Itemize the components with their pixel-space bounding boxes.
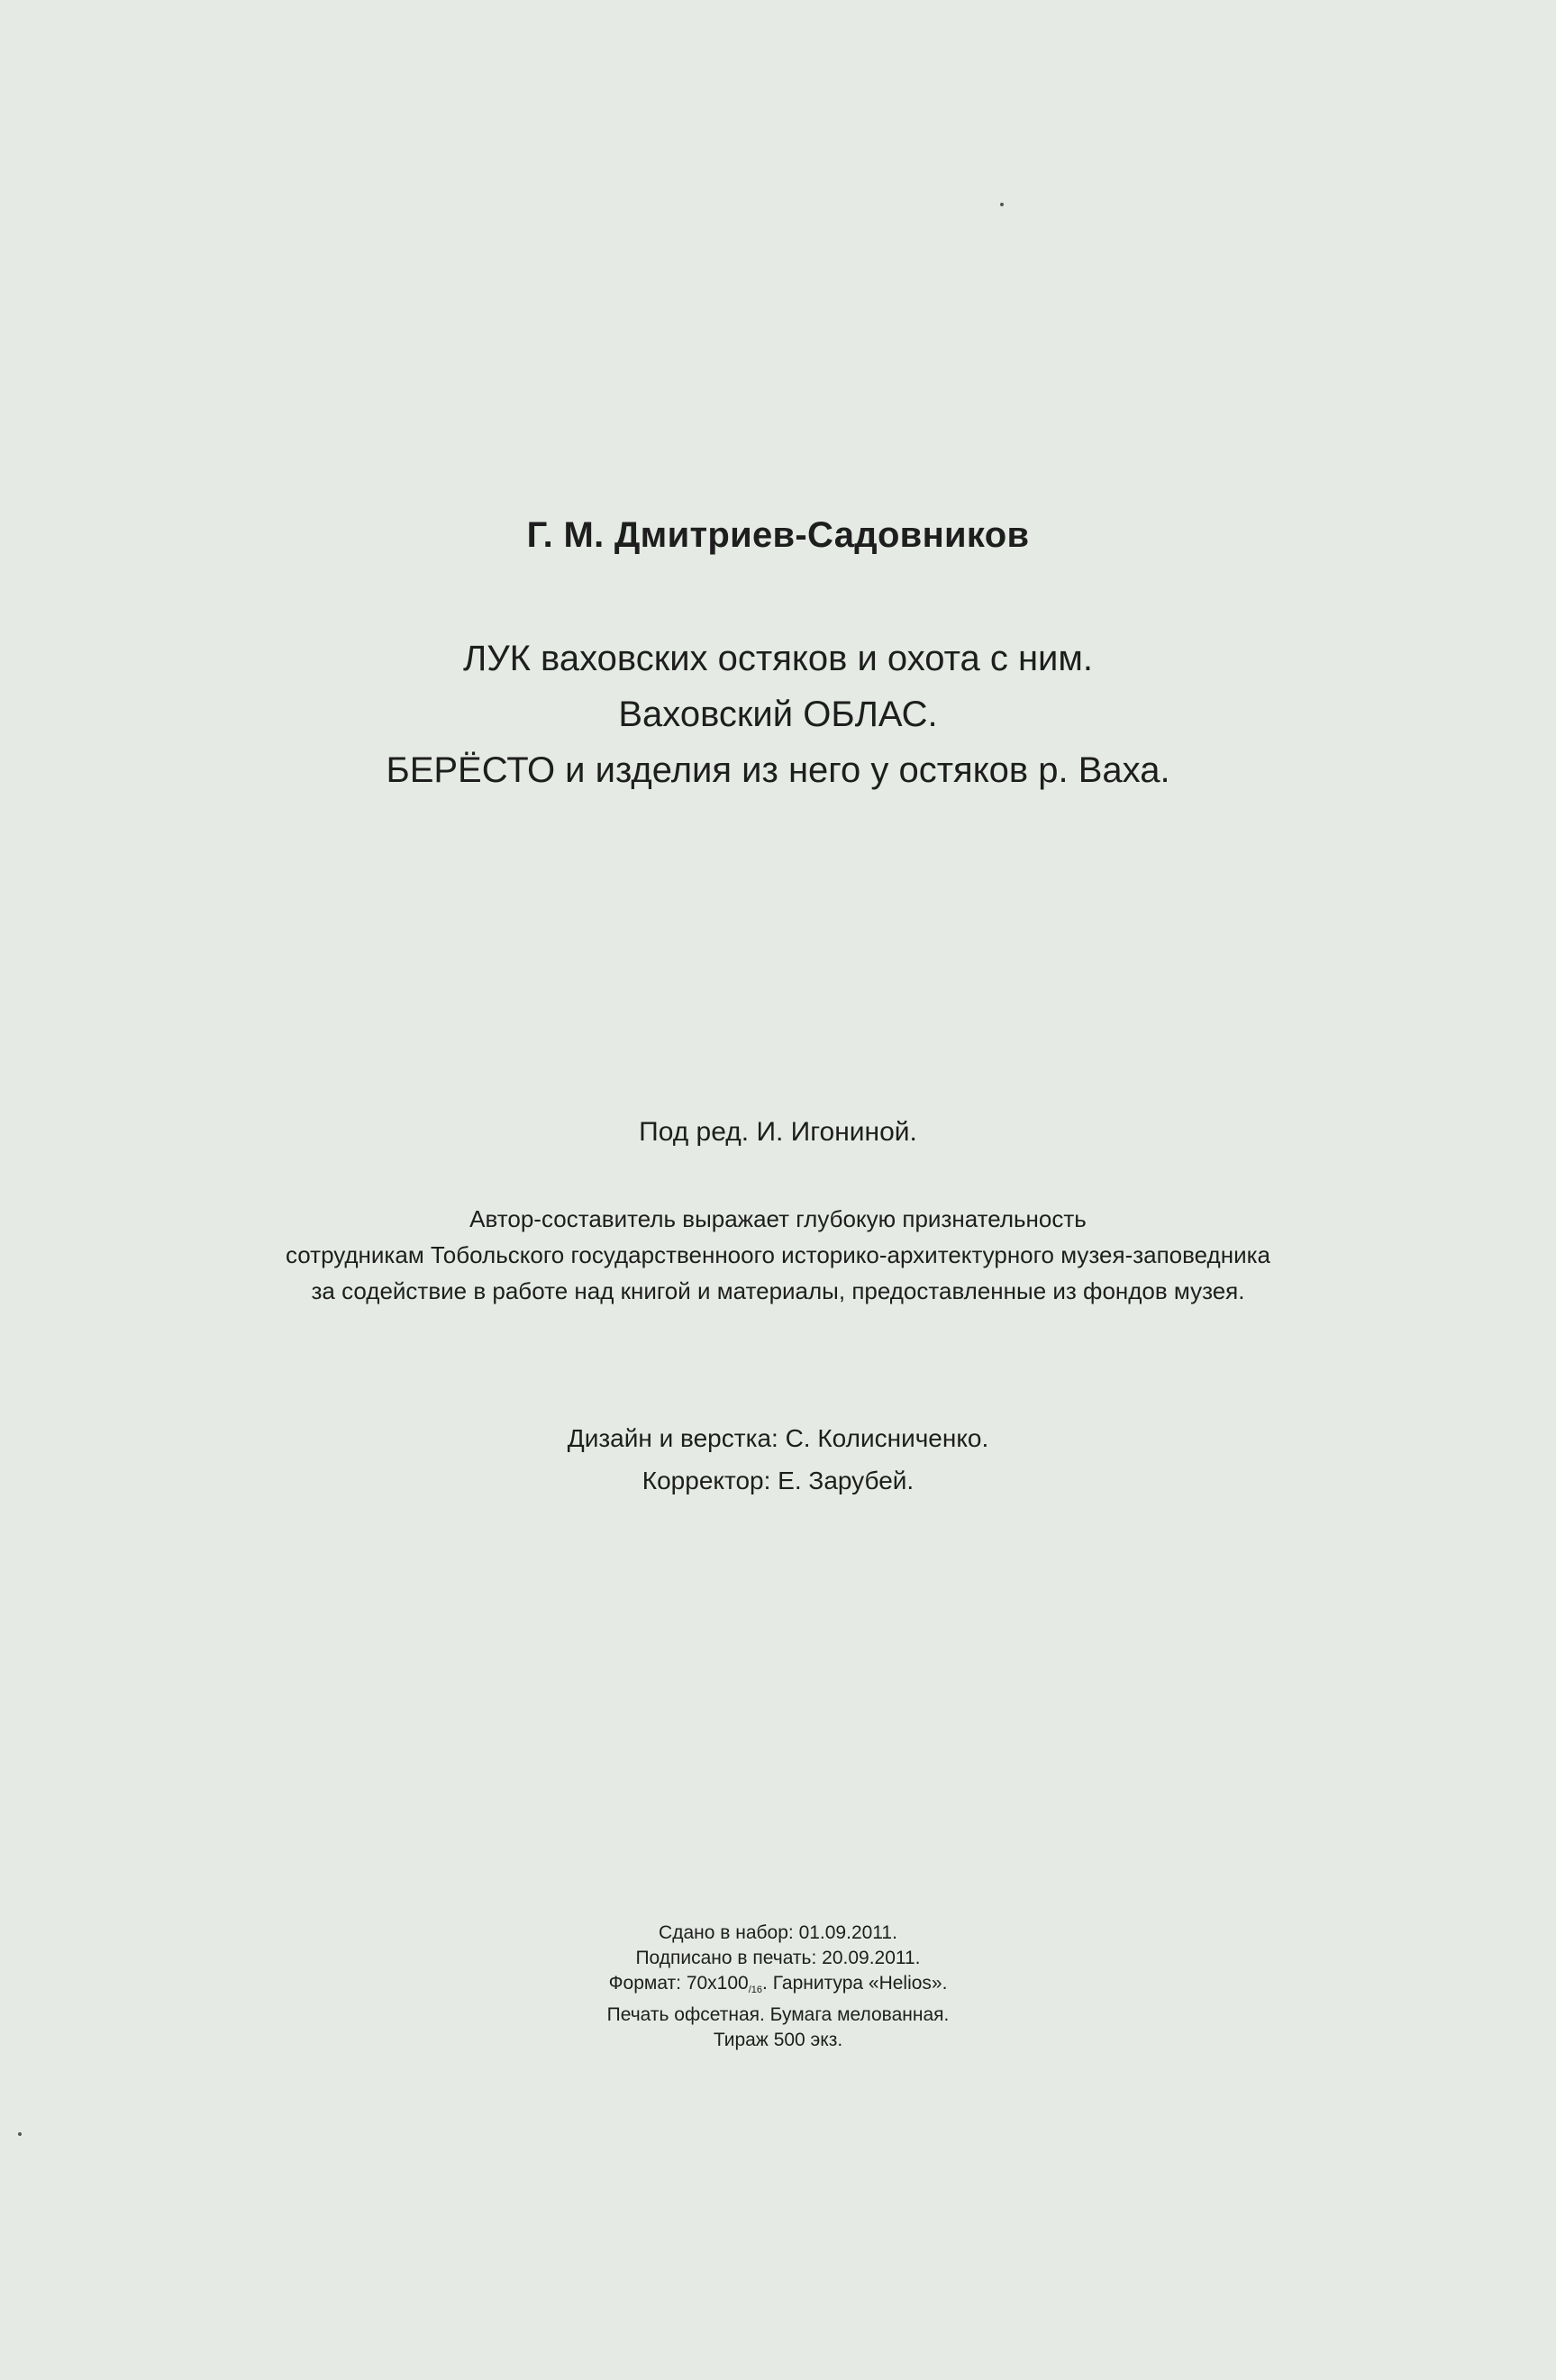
acknowledgement-line: Автор-составитель выражает глубокую признательность xyxy=(469,1205,1087,1232)
proofreader-credit: Корректор: Е. Зарубей. xyxy=(642,1467,914,1494)
production-credits xyxy=(0,1417,1556,1502)
book-titles xyxy=(0,631,1556,798)
imprint-typeset-date: Сдано в набор: 01.09.2011. xyxy=(659,1922,897,1943)
imprint-signed-date: Подписано в печать: 20.09.2011. xyxy=(635,1948,921,1968)
editor-credit: Под ред. И. Игониной. xyxy=(639,1117,917,1147)
imprint xyxy=(0,1921,1556,2053)
acknowledgement-line: за содействие в работе над книгой и материалы, предоставленные из фондов музея. xyxy=(311,1277,1245,1304)
acknowledgement xyxy=(0,1201,1556,1309)
author-name: Г. М. Дмитриев-Садовников xyxy=(526,515,1030,555)
imprint-format-suffix: . Гарнитура «Helios». xyxy=(762,1973,948,1994)
acknowledgement-line: сотрудникам Тобольского государственноого историко-архитектурного музея-заповедника xyxy=(285,1241,1271,1268)
imprint-print-run: Тираж 500 экз. xyxy=(713,2030,843,2050)
imprint-format-sub: /16 xyxy=(748,1985,763,1995)
title-line-birchbark: БЕРЁСТО и изделия из него у остяков р. Ваха. xyxy=(386,750,1170,790)
imprint-format-prefix: Формат: 70х100 xyxy=(608,1973,749,1994)
print-speck xyxy=(18,2132,22,2136)
title-line-oblas: Ваховский ОБЛАС. xyxy=(618,695,938,734)
title-line-bow: ЛУК ваховских остяков и охота с ним. xyxy=(462,639,1094,678)
imprint-print-info: Печать офсетная. Бумага мелованная. xyxy=(606,2004,950,2025)
design-credit: Дизайн и верстка: С. Колисниченко. xyxy=(567,1424,989,1452)
imprint-format xyxy=(0,1971,1556,2003)
print-speck xyxy=(1000,203,1004,206)
